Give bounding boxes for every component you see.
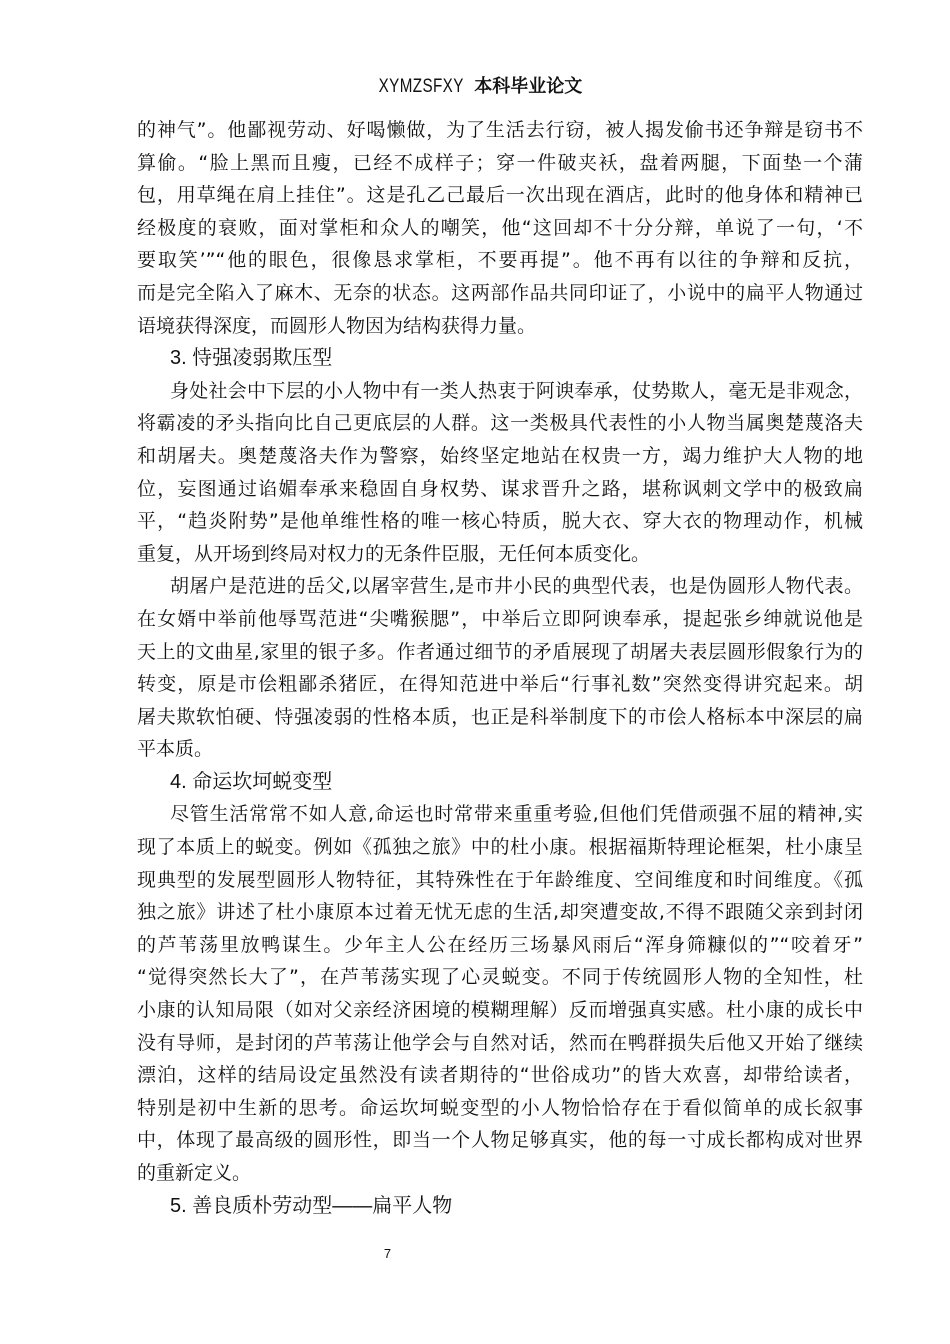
section-heading: 4. 命运坎坷蜕变型: [170, 770, 333, 793]
paragraph-line: 没有导师，是封闭的芦苇荡让他学会与自然对话，然而在鸭群损失后他又开始了继续: [137, 1031, 863, 1054]
paragraph-line: 现典型的发展型圆形人物特征，其特殊性在于年龄维度、空间维度和时间维度。《孤: [137, 868, 863, 891]
paragraph-line: 要取笑’”“他的眼色，很像恳求掌柜，不要再提”。他不再有以往的争辩和反抗，: [137, 249, 863, 272]
paragraph-line: 的芦苇荡里放鸭谋生。少年主人公在经历三场暴风雨后“浑身筛糠似的”“咬着牙”: [137, 933, 863, 956]
paragraph: [137, 375, 863, 571]
paragraph-line: 屠夫欺软怕硬、恃强凌弱的性格本质，也正是科举制度下的市侩人格标本中深层的扁: [137, 705, 863, 728]
section-heading: 3. 恃强凌弱欺压型: [170, 347, 333, 370]
paragraph-line: 重复，从开场到终局对权力的无条件臣服，无任何本质变化。: [137, 542, 651, 565]
paragraph-line: 中，体现了最高级的圆形性，即当一个人物足够真实，他的每一寸成长都构成对世界: [137, 1129, 863, 1152]
paragraph-line: 漂泊，这样的结局设定虽然没有读者期待的“世俗成功”的皆大欢喜，却带给读者，: [137, 1064, 863, 1087]
paragraph-line: 小康的认知局限（如对父亲经济困境的模糊理解）反而增强真实感。杜小康的成长中: [137, 999, 863, 1022]
paragraph-line: 身处社会中下层的小人物中有一类人热衷于阿谀奉承，仗势欺人，毫无是非观念，: [170, 379, 863, 402]
page-header: [0, 72, 950, 98]
document-body: [137, 114, 863, 1222]
paragraph-line: 的神气”。他鄙视劳动、好喝懒做，为了生活去行窃，被人揭发偷书还争辩是窃书不: [137, 119, 863, 141]
paragraph-line: 独之旅》讲述了杜小康原本过着无忧无虑的生活,却突遭变故,不得不跟随父亲到封闭: [137, 901, 863, 924]
paragraph-line: 平本质。: [137, 738, 214, 761]
paragraph-line: 和胡屠夫。奥楚蔑洛夫作为警察，始终坚定地站在权贵一方，竭力维护大人物的地: [137, 444, 863, 467]
paragraph-line: 平，“趋炎附势”是他单维性格的唯一核心特质，脱大衣、穿大衣的物理动作，机械: [137, 510, 863, 533]
paragraph-line: “觉得突然长大了”，在芦苇荡实现了心灵蜕变。不同于传统圆形人物的全知性，杜: [137, 966, 863, 989]
paragraph-line: 的重新定义。: [137, 1162, 252, 1184]
paragraph-line: 现了本质上的蜕变。例如《孤独之旅》中的杜小康。根据福斯特理论框架，杜小康呈: [137, 836, 863, 859]
paragraph-line: 转变，原是市侩粗鄙杀猪匠，在得知范进中举后“行事礼数”突然变得讲究起来。胡: [137, 673, 863, 696]
section-heading: 5. 善良质朴劳动型——扁平人物: [170, 1194, 453, 1217]
paragraph-line: 经极度的衰败，面对掌柜和众人的嘲笑，他“这回却不十分分辩，单说了一句，‘不: [137, 216, 863, 239]
paragraph-line: 胡屠户是范进的岳父,以屠宰营生,是市井小民的典型代表，也是伪圆形人物代表。: [170, 575, 863, 598]
paragraph-line: 而是完全陷入了麻木、无奈的状态。这两部作品共同印证了，小说中的扁平人物通过: [137, 281, 863, 304]
header-title: 本科毕业论文: [474, 76, 583, 97]
paragraph: [137, 114, 863, 342]
paragraph-line: 包，用草绳在肩上挂住”。这是孔乙己最后一次出现在酒店，此时的他身体和精神已: [137, 184, 863, 207]
paragraph: [137, 570, 863, 766]
page-number: 7: [383, 1246, 392, 1261]
paragraph-line: 特别是初中生新的思考。命运坎坷蜕变型的小人物恰恰存在于看似简单的成长叙事: [137, 1096, 863, 1119]
paragraph-line: 尽管生活常常不如人意,命运也时常带来重重考验,但他们凭借顽强不屈的精神,实: [170, 803, 863, 826]
paragraph-line: 位，妄图通过谄媚奉承来稳固自身权势、谋求晋升之路，堪称讽刺文学中的极致扁: [137, 477, 863, 500]
paragraph-line: 天上的文曲星,家里的银子多。作者通过细节的矛盾展现了胡屠夫表层圆形假象行为的: [137, 640, 863, 663]
header-code: XYMZSFXY: [378, 76, 464, 97]
paragraph-line: 在女婿中举前他辱骂范进“尖嘴猴腮”，中举后立即阿谀奉承，提起张乡绅就说他是: [137, 607, 863, 630]
paragraph-line: 语境获得深度，而圆形人物因为结构获得力量。: [137, 314, 537, 337]
paragraph-line: 将霸凌的矛头指向比自己更底层的人群。这一类极具代表性的小人物当属奥楚蔑洛夫: [137, 412, 863, 435]
paragraph: [137, 798, 863, 1189]
paragraph-line: 算偷。“脸上黑而且瘦，已经不成样子；穿一件破夹袄，盘着两腿，下面垫一个蒲: [137, 151, 863, 174]
